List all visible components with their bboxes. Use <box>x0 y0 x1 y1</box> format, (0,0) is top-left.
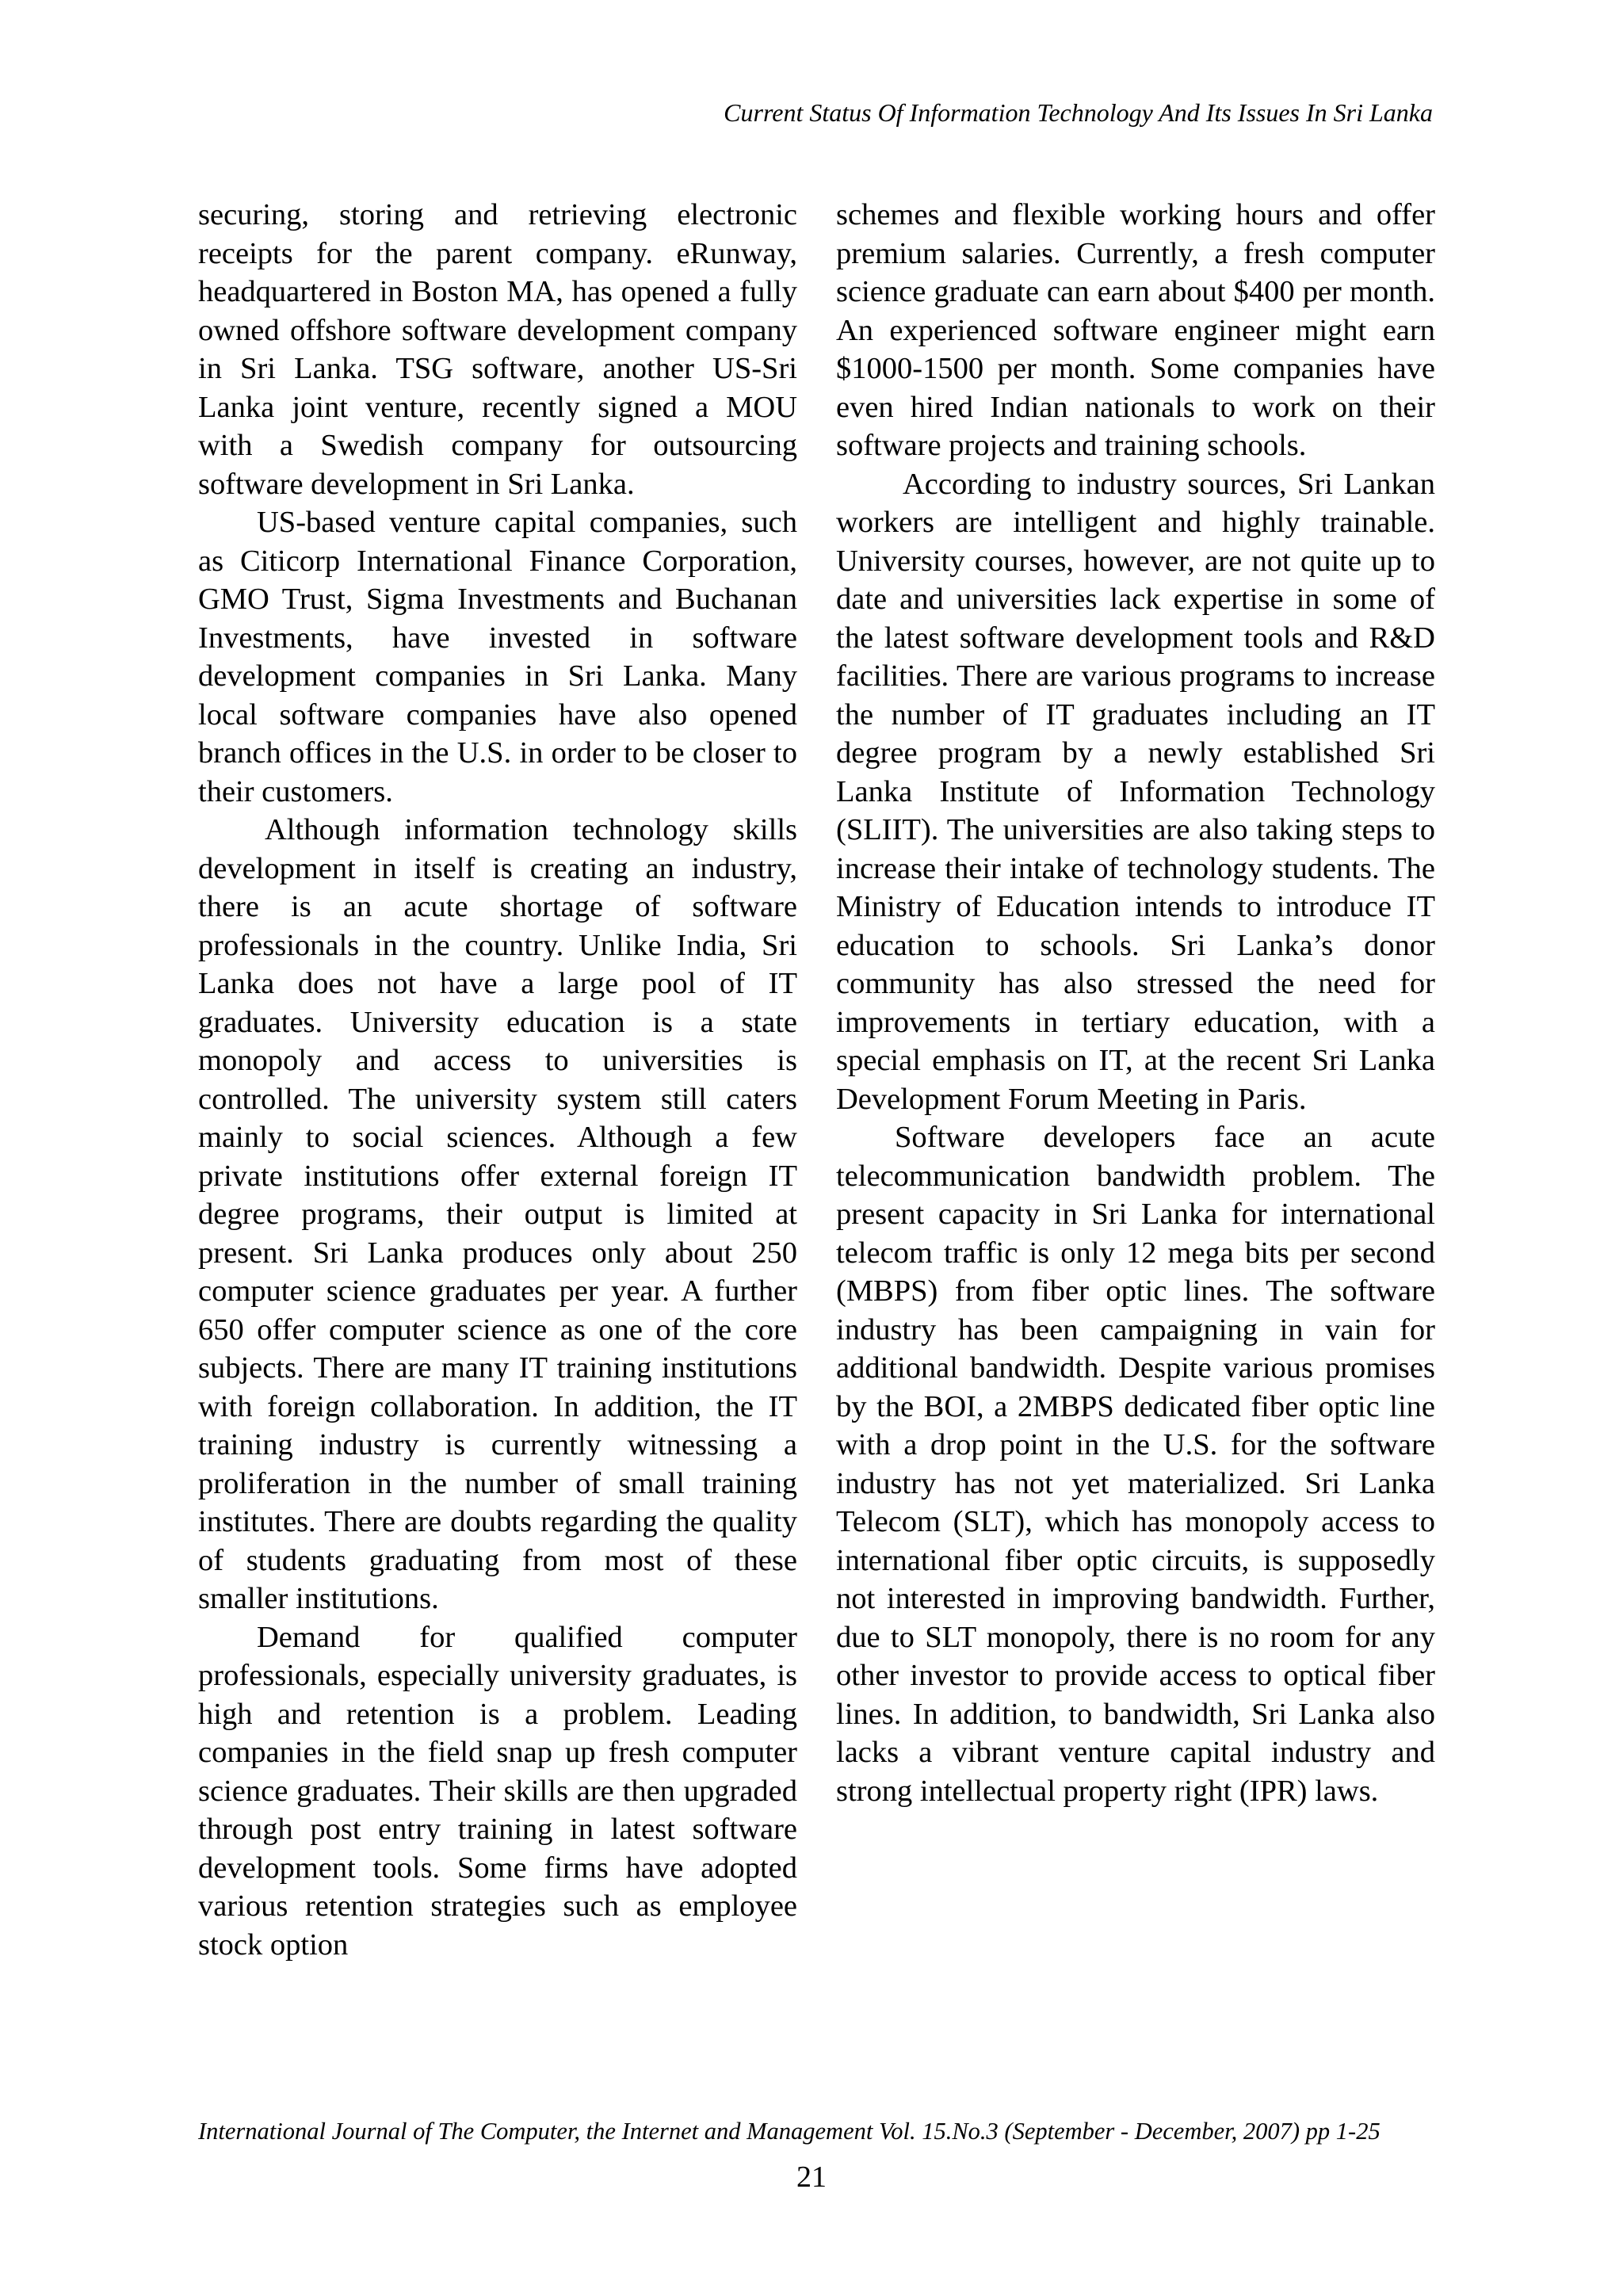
paragraph-continued: schemes and flexible working hours and offer premium salaries. Currently, a fresh computer science graduate can earn about $400 per month. An experienced software engineer might earn $1000-1500 per month. Some companies have even hired Indian nationals to work on their software projects and training schools. <box>836 198 1435 462</box>
paragraph: Although information technology skills development in itself is creating an industry, there is an acute shortage of software professionals in the country. Unlike India, Sri Lanka does not have a large pool of IT graduates. University education is a state monopoly and access to universities is controlled. The university system still caters mainly to social sciences. Although a few private institutions offer external foreign IT degree programs, their output is limited at present. Sri Lanka produces only about 250 computer science graduates per year. A further 650 offer computer science as one of the core subjects. There are many IT training institutions with foreign collaboration. In addition, the IT training industry is currently witnessing a proliferation in the number of small training institutes. There are doubts regarding the quality of students graduating from most of these smaller institutions. <box>198 813 797 1615</box>
running-header-title: Current Status Of Information Technology And Its Issues In Sri Lanka <box>724 98 1433 127</box>
paragraph: According to industry sources, Sri Lankan workers are intelligent and highly trainable. University courses, however, are not quite up to date and universities lack expertise in some of the latest software development tools and R&D facilities. There are various programs to increase the number of IT graduates including an IT degree program by a newly established Sri Lanka Institute of Information Technology (SLIIT). The universities are also taking steps to increase their intake of technology students. The Ministry of Education intends to introduce IT education to schools. Sri Lanka’s donor community has also stressed the need for improvements in tertiary education, with a special emphasis on IT, at the recent Sri Lanka Development Forum Meeting in Paris. <box>836 467 1435 1116</box>
paragraph: Software developers face an acute telecommunication bandwidth problem. The present capacity in Sri Lanka for international telecom traffic is only 12 mega bits per second (MBPS) from fiber optic lines. The software industry has been campaigning in vain for additional bandwidth. Despite various promises by the BOI, a 2MBPS dedicated fiber optic line with a drop point in the U.S. for the software industry has not yet materialized. Sri Lanka Telecom (SLT), which has monopoly access to international fiber optic circuits, is supposedly not interested in improving bandwidth. Further, due to SLT monopoly, there is no room for any other investor to provide access to optical fiber lines. In addition, to bandwidth, Sri Lanka also lacks a vibrant venture capital industry and strong intellectual property right (IPR) laws. <box>836 1121 1435 1808</box>
right-column <box>836 196 1435 1810</box>
footer-citation: International Journal of The Computer, the Internet and Management Vol. 15.No.3 (September - December, 2007) pp 1-25 <box>198 2118 1381 2145</box>
page-number: 21 <box>796 2160 827 2194</box>
left-column <box>198 196 797 1964</box>
paragraph-continued: securing, storing and retrieving electronic receipts for the parent company. eRunway, headquartered in Boston MA, has opened a fully owned offshore software development company in Sri Lanka. TSG software, another US-Sri Lanka joint venture, recently signed a MOU with a Swedish company for outsourcing software development in Sri Lanka. <box>198 198 797 501</box>
paragraph: US-based venture capital companies, such as Citicorp International Finance Corporation, GMO Trust, Sigma Investments and Buchanan Investments, have invested in software development companies in Sri Lanka. Many local software companies have also opened branch offices in the U.S. in order to be closer to their customers. <box>198 506 797 808</box>
paragraph: Demand for qualified computer professionals, especially university graduates, is high and retention is a problem. Leading companies in the field snap up fresh computer science graduates. Their skills are then upgraded through post entry training in latest software development tools. Some firms have adopted various retention strategies such as employee stock option <box>198 1620 797 1962</box>
